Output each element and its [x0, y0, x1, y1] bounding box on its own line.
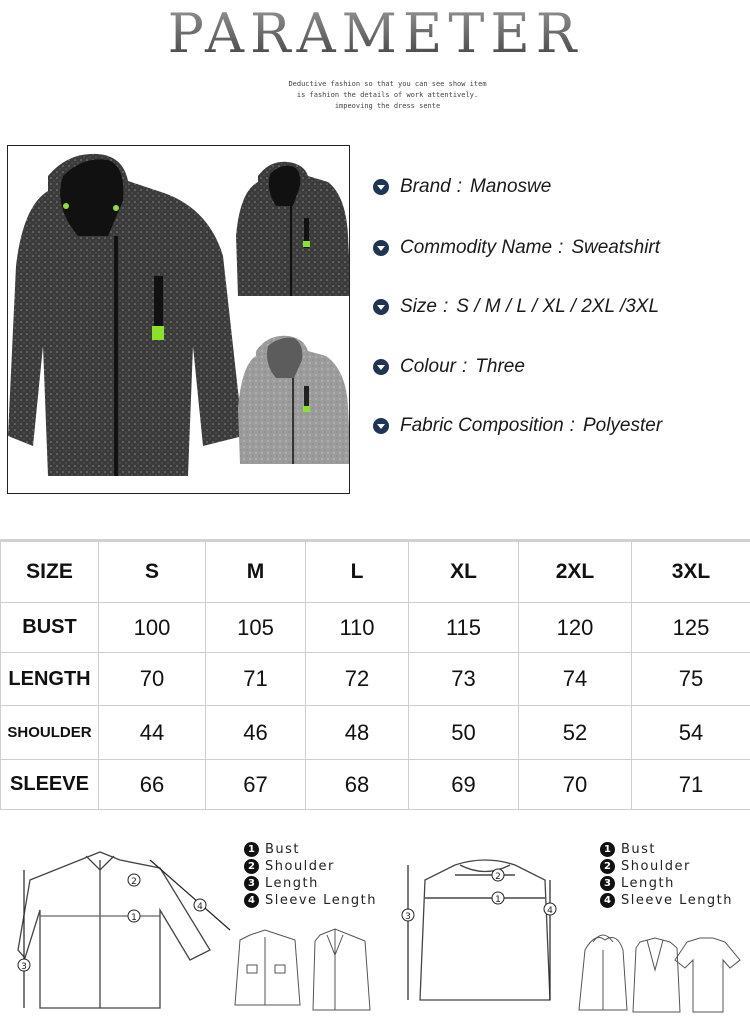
- marker-3: 3: [21, 962, 27, 972]
- marker-2: 2: [495, 872, 501, 882]
- small-dark-hoodie: [236, 162, 350, 296]
- table-cell: 48: [306, 706, 409, 760]
- row-label: SHOULDER: [1, 706, 99, 760]
- table-cell: 120: [519, 603, 632, 653]
- table-cell: 73: [409, 653, 519, 706]
- table-header-cell: XL: [409, 541, 519, 603]
- table-header-cell: M: [206, 541, 306, 603]
- large-dark-hoodie: [8, 154, 243, 476]
- spec-item-commodity-name: Commodity Name : Sweatshirt: [372, 233, 660, 263]
- hoodie-illustration: [8, 146, 350, 494]
- table-cell: 67: [206, 760, 306, 810]
- tagline: [0, 79, 750, 112]
- sweater-measurement-diagram: [400, 850, 570, 1015]
- row-label: BUST: [1, 603, 99, 653]
- marker-1: 1: [495, 895, 501, 905]
- table-cell: 68: [306, 760, 409, 810]
- chevron-down-circle-icon: [372, 178, 390, 196]
- spec-value: Sweatshirt: [571, 237, 661, 258]
- table-header-cell: 2XL: [519, 541, 632, 603]
- measurement-legend-left: [244, 841, 377, 909]
- measurement-legend-right: [600, 841, 733, 909]
- diagram-markers: [402, 869, 556, 922]
- table-cell: 44: [99, 706, 206, 760]
- legend-item: 4 Sleeve Length: [244, 892, 377, 909]
- table-header-cell: SIZE: [1, 541, 99, 603]
- marker-4: 4: [547, 906, 553, 916]
- marker-4: 4: [197, 902, 203, 912]
- table-cell: 50: [409, 706, 519, 760]
- chevron-down-circle-icon: [372, 298, 390, 316]
- spec-label: Colour: [400, 356, 456, 377]
- legend-item: 3 Length: [600, 875, 733, 892]
- marker-1: 1: [131, 913, 137, 923]
- spec-label: Size: [400, 296, 437, 317]
- marker-2: 2: [131, 877, 137, 887]
- table-cell: 70: [519, 760, 632, 810]
- page-title: PARAMETER: [0, 2, 750, 65]
- product-photo: [7, 145, 350, 494]
- legend-item: 1 Bust: [244, 841, 377, 858]
- tagline-line: impeoving the dress sente: [334, 102, 441, 110]
- table-row: [1, 760, 750, 810]
- table-cell: 46: [206, 706, 306, 760]
- table-cell: 52: [519, 706, 632, 760]
- table-header-cell: S: [99, 541, 206, 603]
- table-header-cell: L: [306, 541, 409, 603]
- table-row: [1, 706, 750, 760]
- table-row: [1, 653, 750, 706]
- spec-label: Commodity Name: [400, 237, 553, 258]
- table-header-row: [1, 541, 750, 603]
- spec-value: S / M / L / XL / 2XL /3XL: [456, 296, 660, 317]
- legend-item: 2 Shoulder: [244, 858, 377, 875]
- legend-item: 2 Shoulder: [600, 858, 733, 875]
- spec-label: Fabric Composition: [400, 415, 564, 436]
- spec-label: Brand: [400, 176, 451, 197]
- marker-3: 3: [405, 912, 411, 922]
- legend-item: 3 Length: [244, 875, 377, 892]
- table-cell: 71: [632, 760, 750, 810]
- table-cell: 69: [409, 760, 519, 810]
- garment-sketches: [575, 930, 745, 1020]
- chevron-down-circle-icon: [372, 358, 390, 376]
- jacket-sketches: [235, 925, 375, 1015]
- table-cell: 66: [99, 760, 206, 810]
- table-cell: 72: [306, 653, 409, 706]
- spec-item-colour: Colour : Three: [372, 352, 525, 382]
- tagline-line: is fashion the details of work attentively.: [296, 91, 479, 99]
- table-cell: 100: [99, 603, 206, 653]
- shirt-measurement-diagram: [10, 840, 250, 1020]
- table-cell: 115: [409, 603, 519, 653]
- chevron-down-circle-icon: [372, 239, 390, 257]
- diagram-markers: [18, 874, 206, 972]
- table-cell: 110: [306, 603, 409, 653]
- table-cell: 70: [99, 653, 206, 706]
- table-cell: 105: [206, 603, 306, 653]
- table-cell: 75: [632, 653, 750, 706]
- row-label: SLEEVE: [1, 760, 99, 810]
- table-cell: 71: [206, 653, 306, 706]
- spec-value: Polyester: [582, 415, 663, 436]
- table-cell: 54: [632, 706, 750, 760]
- spec-item-fabric: Fabric Composition : Polyester: [372, 411, 662, 441]
- table-cell: 74: [519, 653, 632, 706]
- table-cell: 125: [632, 603, 750, 653]
- legend-item: 4 Sleeve Length: [600, 892, 733, 909]
- spec-item-brand: Brand : Manoswe: [372, 172, 551, 202]
- spec-value: Three: [475, 356, 525, 377]
- tagline-line: Deductive fashion so that you can see show item: [288, 80, 487, 88]
- legend-item: 1 Bust: [600, 841, 733, 858]
- small-light-hoodie: [238, 336, 350, 464]
- spec-value: Manoswe: [469, 176, 552, 197]
- size-chart-table: [0, 539, 750, 810]
- row-label: LENGTH: [1, 653, 99, 706]
- spec-item-size: Size : S / M / L / XL / 2XL /3XL: [372, 292, 659, 322]
- chevron-down-circle-icon: [372, 417, 390, 435]
- table-row: [1, 603, 750, 653]
- table-header-cell: 3XL: [632, 541, 750, 603]
